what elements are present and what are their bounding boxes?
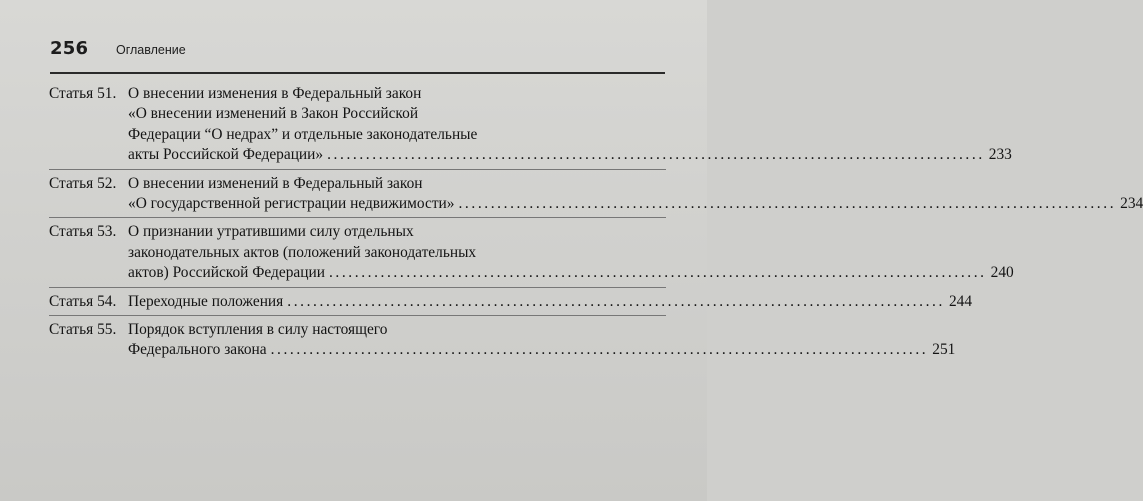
- toc-entry-label: Статья 52.: [49, 174, 117, 192]
- toc-entry-title: [128, 84, 1012, 166]
- toc-entry-title: [128, 222, 1014, 283]
- dot-leader: ......................................................................................................: [327, 146, 985, 164]
- toc-title-line: Порядок вступления в силу настоящего: [128, 321, 388, 339]
- page-number: 256: [50, 38, 89, 59]
- toc-entry-label: Статья 55.: [49, 321, 117, 339]
- toc-title-line: О внесении изменения в Федеральный закон: [128, 85, 422, 102]
- toc-entry-article-52: [49, 174, 1143, 219]
- toc-page-number: 233: [988, 146, 1012, 164]
- dot-leader: ......................................................................................................: [328, 264, 987, 282]
- toc-title-line: актов) Российской Федерации: [128, 264, 325, 282]
- table-of-contents: [49, 84, 1143, 368]
- dot-leader: ......................................................................................................: [287, 292, 945, 310]
- toc-entry-article-54: [49, 292, 973, 316]
- page-header: [50, 38, 665, 74]
- toc-page-number: 240: [990, 264, 1014, 282]
- toc-entry-title: [128, 292, 973, 312]
- toc-entry-article-53: [49, 222, 1014, 287]
- toc-page-number: 251: [932, 341, 956, 359]
- toc-final-line: [128, 340, 956, 360]
- toc-title-line: О признании утратившими силу отдельных: [128, 223, 414, 241]
- toc-title-line: Федерации “О недрах” и отдельные законодательные: [128, 125, 478, 143]
- running-title: Оглавление: [116, 43, 186, 57]
- toc-title-line: законодательных актов (положений законодательных: [128, 243, 477, 261]
- dot-leader: ......................................................................................................: [270, 341, 929, 359]
- toc-entry-title: [128, 320, 956, 361]
- toc-entry-label: Статья 51.: [49, 85, 117, 102]
- toc-entry-article-51: [49, 84, 1012, 170]
- toc-final-line: [128, 263, 1014, 283]
- toc-title-line: «О государственной регистрации недвижимости»: [128, 195, 455, 213]
- toc-title-line: акты Российской Федерации»: [128, 146, 324, 164]
- toc-page-number: 244: [948, 292, 973, 310]
- toc-entry-label: Статья 53.: [49, 223, 117, 241]
- toc-entry-title: [128, 174, 1143, 215]
- toc-final-line: [128, 145, 1012, 165]
- dot-leader: ......................................................................................................: [458, 195, 1117, 213]
- toc-page-number: 234: [1120, 195, 1143, 213]
- toc-entry-article-55: [49, 320, 956, 364]
- toc-title-line: Переходные положения: [128, 292, 284, 310]
- toc-title-line: Федерального закона: [128, 341, 267, 359]
- toc-title-line: О внесении изменений в Федеральный закон: [128, 174, 423, 192]
- toc-title-line: «О внесении изменений в Закон Российской: [128, 105, 419, 123]
- toc-final-line: [128, 292, 973, 312]
- toc-entry-label: Статья 54.: [49, 292, 117, 310]
- toc-final-line: [128, 194, 1143, 214]
